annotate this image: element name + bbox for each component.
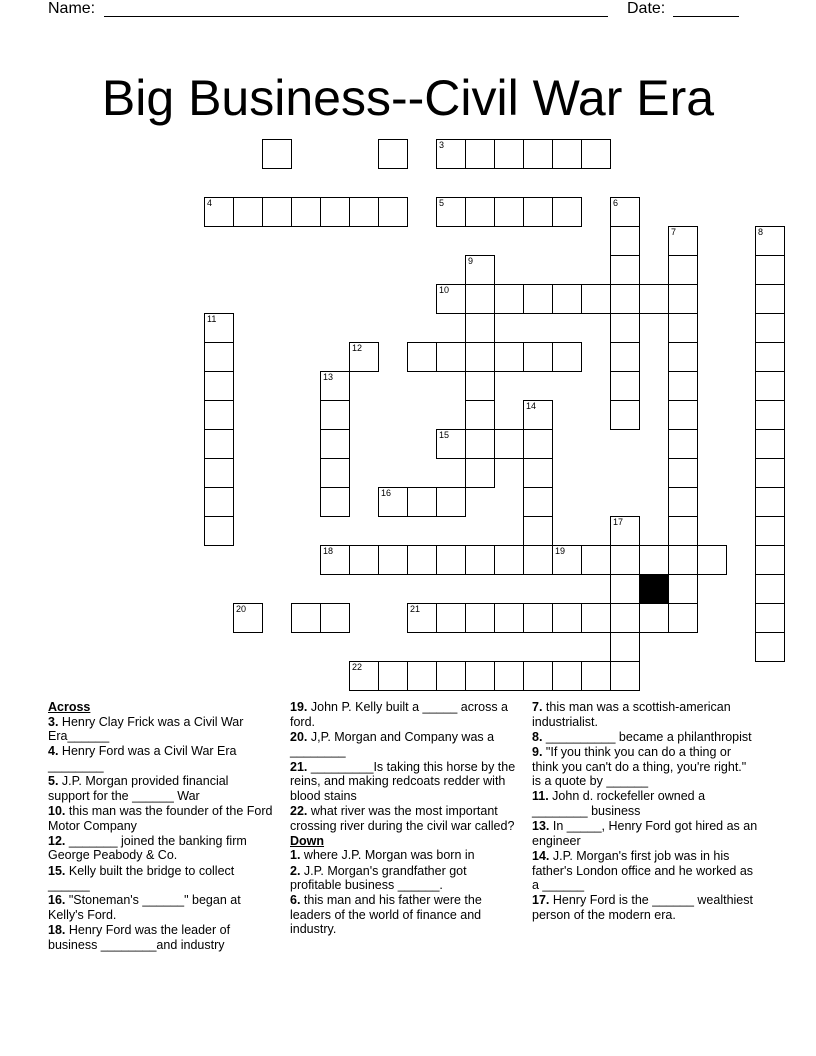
- grid-cell[interactable]: [639, 284, 669, 314]
- grid-cell[interactable]: [378, 661, 408, 691]
- grid-cell[interactable]: [552, 603, 582, 633]
- grid-cell[interactable]: [494, 284, 524, 314]
- cell-number: 15: [439, 430, 450, 440]
- across-clue: 15. Kelly built the bridge to collect ______: [48, 863, 235, 893]
- grid-cell[interactable]: [668, 284, 698, 314]
- grid-cell[interactable]: [436, 661, 466, 691]
- grid-cell[interactable]: [436, 487, 466, 517]
- cell-number: 5: [439, 198, 445, 208]
- grid-cell[interactable]: [436, 603, 466, 633]
- grid-cell[interactable]: [610, 197, 640, 227]
- grid-cell[interactable]: [755, 226, 785, 256]
- grid-cell[interactable]: [668, 429, 698, 459]
- grid-cell[interactable]: [349, 342, 379, 372]
- grid-cell[interactable]: [552, 661, 582, 691]
- grid-cell[interactable]: [262, 197, 292, 227]
- grid-cell[interactable]: [610, 284, 640, 314]
- cell-number: 22: [352, 662, 363, 672]
- grid-cell[interactable]: [523, 545, 553, 575]
- grid-cell[interactable]: [668, 226, 698, 256]
- cell-number: 13: [323, 372, 334, 382]
- grid-cell[interactable]: [494, 139, 524, 169]
- grid-cell[interactable]: [581, 139, 611, 169]
- grid-cell[interactable]: [320, 371, 350, 401]
- grid-cell[interactable]: [755, 400, 785, 430]
- across-clue: 18. Henry Ford was the leader of business ________and industry: [48, 923, 231, 952]
- grid-cell[interactable]: [639, 545, 669, 575]
- grid-cell[interactable]: [465, 139, 495, 169]
- down-clue: 11. John d. rockefeller owned a ________ business: [532, 789, 706, 818]
- cell-number: 7: [671, 227, 677, 237]
- grid-cell[interactable]: [668, 516, 698, 546]
- across-clue: 20. J,P. Morgan and Company was a ________: [290, 729, 495, 759]
- grid-cell[interactable]: [378, 487, 408, 517]
- grid-cell[interactable]: [610, 603, 640, 633]
- cell-number: 19: [555, 546, 566, 556]
- grid-cell[interactable]: [465, 661, 495, 691]
- clues-column-1: [48, 700, 273, 953]
- grid-cell[interactable]: [465, 313, 495, 343]
- grid-cell[interactable]: [610, 545, 640, 575]
- grid-cell[interactable]: [523, 661, 553, 691]
- grid-cell[interactable]: [494, 603, 524, 633]
- grid-cell[interactable]: [320, 429, 350, 459]
- grid-cell[interactable]: [349, 197, 379, 227]
- grid-cell[interactable]: [610, 661, 640, 691]
- grid-cell[interactable]: [494, 429, 524, 459]
- grid-cell[interactable]: [755, 371, 785, 401]
- grid-cell[interactable]: [755, 342, 785, 372]
- grid-cell[interactable]: [436, 342, 466, 372]
- grid-cell[interactable]: [436, 139, 466, 169]
- grid-cell[interactable]: [407, 545, 437, 575]
- clues-column-2: [290, 700, 518, 938]
- grid-cell[interactable]: [610, 632, 640, 662]
- cell-number: 8: [758, 227, 764, 237]
- cell-number: 17: [613, 517, 624, 527]
- grid-cell[interactable]: [204, 516, 234, 546]
- across-clue: 22. what river was the most important crossing river during the civil war called?: [290, 803, 515, 833]
- grid-cell[interactable]: [436, 429, 466, 459]
- grid-cell[interactable]: [755, 458, 785, 488]
- grid-cell[interactable]: [581, 661, 611, 691]
- grid-cell[interactable]: [610, 226, 640, 256]
- grid-cell[interactable]: [523, 197, 553, 227]
- cell-number: 4: [207, 198, 213, 208]
- grid-cell[interactable]: [291, 197, 321, 227]
- grid-cell[interactable]: [349, 545, 379, 575]
- grid-cell[interactable]: [204, 342, 234, 372]
- grid-cell[interactable]: [523, 516, 553, 546]
- grid-cell[interactable]: [552, 545, 582, 575]
- puzzle-title: Big Business--Civil War Era: [101, 69, 715, 126]
- down-clue: 13. In _____, Henry Ford got hired as an engineer: [532, 819, 758, 848]
- cell-number: 6: [613, 198, 619, 208]
- grid-cell[interactable]: [320, 400, 350, 430]
- grid-cell[interactable]: [755, 516, 785, 546]
- grid-cell[interactable]: [233, 603, 263, 633]
- grid-cell[interactable]: [668, 487, 698, 517]
- grid-cell[interactable]: [465, 400, 495, 430]
- grid-cell[interactable]: [581, 284, 611, 314]
- grid-cell[interactable]: [494, 197, 524, 227]
- grid-cell[interactable]: [668, 545, 698, 575]
- across-clue: 21. _________Is taking this horse by the reins, and making redcoats redder with blood stains: [290, 759, 516, 803]
- down-clue: 9. "If you think you can do a thing or think you can't do a thing, you're right." is a quote by ______: [532, 744, 747, 789]
- grid-cell[interactable]: [494, 661, 524, 691]
- grid-cell[interactable]: [465, 342, 495, 372]
- grid-cell[interactable]: [523, 487, 553, 517]
- grid-cell[interactable]: [668, 342, 698, 372]
- grid-cell[interactable]: [465, 429, 495, 459]
- cell-number: 9: [468, 256, 474, 266]
- grid-cell[interactable]: [465, 371, 495, 401]
- grid-cell[interactable]: [668, 458, 698, 488]
- grid-cell[interactable]: [465, 458, 495, 488]
- grid-cell[interactable]: [378, 139, 408, 169]
- grid-cell[interactable]: [436, 284, 466, 314]
- cell-number: 3: [439, 140, 445, 150]
- grid-cell[interactable]: [552, 139, 582, 169]
- grid-cell[interactable]: [610, 255, 640, 285]
- date-label: Date:: [627, 0, 666, 17]
- grid-cell[interactable]: [755, 603, 785, 633]
- grid-cell[interactable]: [552, 197, 582, 227]
- grid-cell[interactable]: [523, 429, 553, 459]
- down-clue: 2. J.P. Morgan's grandfather got profitable business ______.: [290, 863, 467, 893]
- name-label: Name:: [48, 0, 96, 17]
- grid-cell[interactable]: [523, 342, 553, 372]
- across-heading: Across: [48, 700, 91, 714]
- cell-number: 20: [236, 604, 247, 614]
- grid-cell[interactable]: [204, 197, 234, 227]
- cell-number: 18: [323, 546, 334, 556]
- grid-cell[interactable]: [204, 458, 234, 488]
- grid-cell[interactable]: [581, 545, 611, 575]
- grid-cell[interactable]: [552, 284, 582, 314]
- grid-cell[interactable]: [204, 313, 234, 343]
- grid-cell[interactable]: [755, 284, 785, 314]
- grid-cell[interactable]: [552, 342, 582, 372]
- grid-cell[interactable]: [204, 371, 234, 401]
- grid-cell[interactable]: [320, 458, 350, 488]
- grid-cell[interactable]: [668, 574, 698, 604]
- grid-cell[interactable]: [755, 487, 785, 517]
- grid-cell[interactable]: [407, 603, 437, 633]
- grid-cell[interactable]: [610, 574, 640, 604]
- cell-number: 21: [410, 604, 421, 614]
- clues-column-3: [532, 700, 758, 923]
- across-clue: 16. "Stoneman's ______" began at Kelly's Ford.: [48, 893, 241, 922]
- down-clue: 14. J.P. Morgan's first job was in his father's London office and he worked as a ______: [532, 848, 754, 893]
- grid-cell[interactable]: [407, 487, 437, 517]
- down-heading: Down: [290, 833, 325, 848]
- grid-cell[interactable]: [204, 429, 234, 459]
- grid-cell[interactable]: [755, 429, 785, 459]
- grid-cell[interactable]: [610, 313, 640, 343]
- grid-cell[interactable]: [378, 197, 408, 227]
- grid-cell[interactable]: [465, 197, 495, 227]
- grid-cell[interactable]: [668, 603, 698, 633]
- grid-cell[interactable]: [378, 545, 408, 575]
- across-clue: 4. Henry Ford was a Civil War Era ________: [48, 744, 237, 773]
- grid-cell[interactable]: [465, 603, 495, 633]
- grid-cell[interactable]: [204, 487, 234, 517]
- across-clue: 10. this man was the founder of the Ford Motor Company: [48, 803, 273, 833]
- grid-cell[interactable]: [523, 603, 553, 633]
- grid-cell[interactable]: [668, 255, 698, 285]
- grid-cell[interactable]: [697, 545, 727, 575]
- grid-cell[interactable]: [349, 661, 379, 691]
- grid-cell[interactable]: [465, 255, 495, 285]
- grid-cell[interactable]: [668, 400, 698, 430]
- across-clue: 3. Henry Clay Frick was a Civil War Era______: [48, 714, 244, 744]
- black-square: [639, 574, 669, 604]
- grid-cell[interactable]: [436, 545, 466, 575]
- grid-cell[interactable]: [755, 255, 785, 285]
- cell-number: 14: [526, 401, 537, 411]
- grid-cell[interactable]: [320, 603, 350, 633]
- grid-cell[interactable]: [755, 632, 785, 662]
- grid-cell[interactable]: [755, 574, 785, 604]
- grid-cell[interactable]: [523, 139, 553, 169]
- grid-cell[interactable]: [668, 313, 698, 343]
- grid-cell[interactable]: [291, 603, 321, 633]
- across-clue: 5. J.P. Morgan provided financial support for the ______ War: [48, 774, 229, 803]
- cell-number: 12: [352, 343, 363, 353]
- grid-cell[interactable]: [610, 516, 640, 546]
- grid-cell[interactable]: [436, 197, 466, 227]
- grid-cell[interactable]: [204, 400, 234, 430]
- grid-cell[interactable]: [523, 458, 553, 488]
- grid-cell[interactable]: [465, 545, 495, 575]
- grid-cell[interactable]: [320, 487, 350, 517]
- across-clue: 19. John P. Kelly built a _____ across a ford.: [290, 700, 508, 729]
- cell-number: 10: [439, 285, 450, 295]
- down-clue: 17. Henry Ford is the ______ wealthiest person of the modern era.: [532, 893, 753, 922]
- grid-cell[interactable]: [755, 545, 785, 575]
- grid-cell[interactable]: [320, 545, 350, 575]
- grid-cell[interactable]: [639, 603, 669, 633]
- grid-cell[interactable]: [523, 284, 553, 314]
- down-clue: 1. where J.P. Morgan was born in: [290, 848, 475, 863]
- grid-cell[interactable]: [320, 197, 350, 227]
- grid-cell[interactable]: [755, 313, 785, 343]
- cell-number: 16: [381, 488, 392, 498]
- grid-cell[interactable]: [523, 400, 553, 430]
- grid-cell[interactable]: [465, 284, 495, 314]
- down-clue: 8. __________ became a philanthropist: [532, 729, 752, 744]
- grid-cell[interactable]: [233, 197, 263, 227]
- grid-cell[interactable]: [610, 371, 640, 401]
- grid-cell[interactable]: [407, 342, 437, 372]
- across-clue: 12. _______ joined the banking firm George Peabody & Co.: [48, 833, 247, 863]
- grid-cell[interactable]: [610, 400, 640, 430]
- grid-cell[interactable]: [262, 139, 292, 169]
- grid-cell[interactable]: [610, 342, 640, 372]
- grid-cell[interactable]: [494, 342, 524, 372]
- grid-cell[interactable]: [581, 603, 611, 633]
- grid-cell[interactable]: [407, 661, 437, 691]
- down-clue: 7. this man was a scottish-american industrialist.: [532, 700, 731, 729]
- cell-number: 11: [207, 314, 217, 324]
- grid-cell[interactable]: [494, 545, 524, 575]
- grid-cell[interactable]: [668, 371, 698, 401]
- down-clue: 6. this man and his father were the leaders of the world of finance and industry.: [290, 893, 482, 937]
